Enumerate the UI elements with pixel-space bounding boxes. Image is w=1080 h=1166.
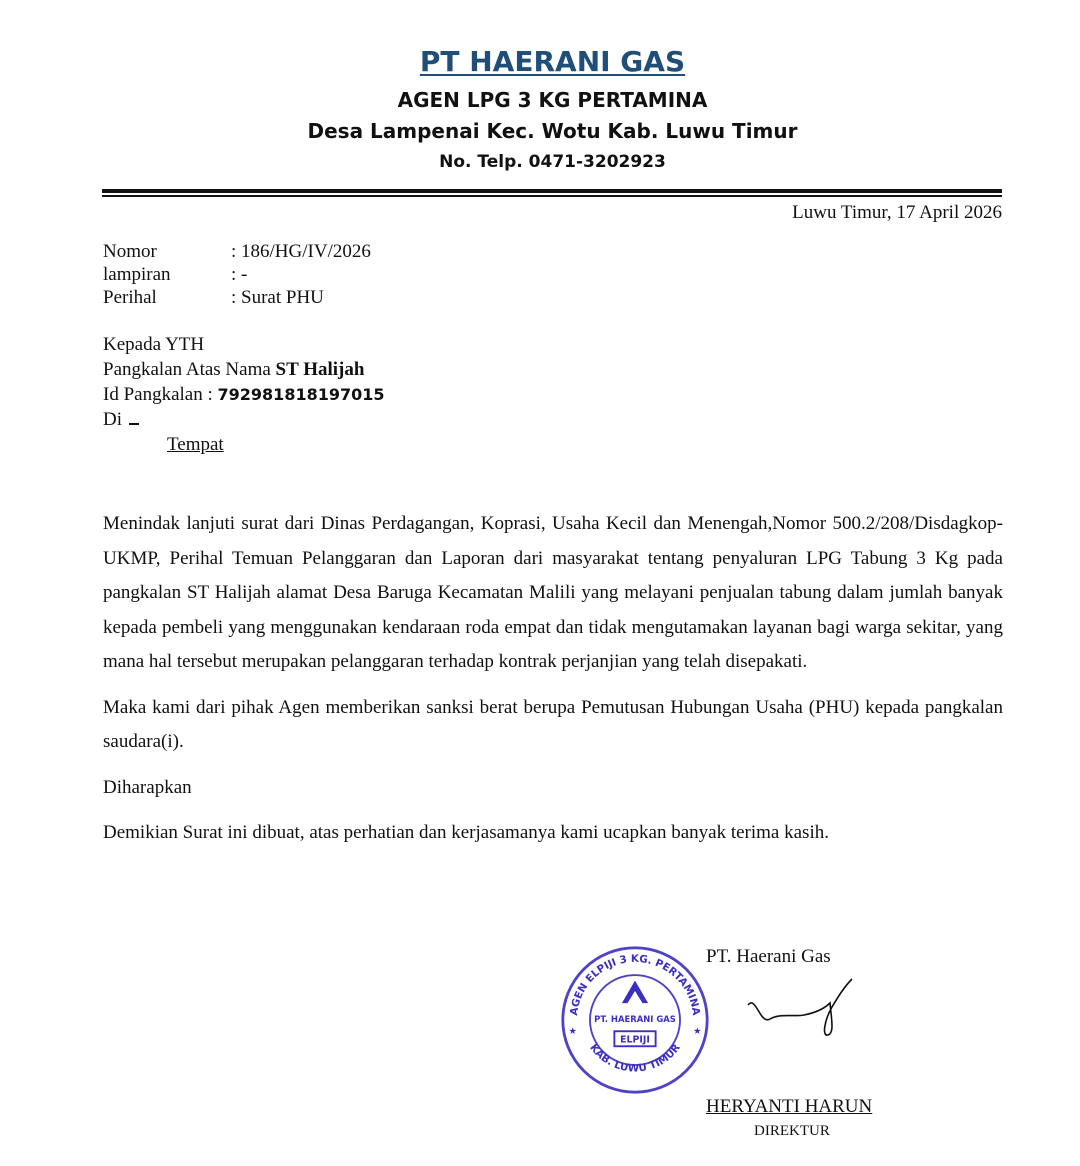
recipient-di-line: [103, 407, 385, 432]
stamp-center-text: PT. HAERANI GAS: [594, 1013, 676, 1024]
meta-label: Perihal: [103, 287, 157, 308]
letterhead-company: PT HAERANI GAS: [419, 45, 686, 78]
company-stamp-icon: [560, 945, 710, 1095]
recipient-name: ST Halijah: [275, 359, 365, 380]
meta-row-perihal: [103, 286, 371, 309]
meta-label: lampiran: [103, 264, 171, 285]
recipient-block: [103, 332, 385, 457]
recipient-di: Di: [103, 409, 122, 430]
meta-row-lampiran: [103, 263, 371, 286]
recipient-id-label: Id Pangkalan :: [103, 384, 218, 405]
recipient-greeting: Kepada YTH: [103, 334, 205, 355]
handwritten-signature-icon: [746, 975, 856, 1055]
letterhead-address: Desa Lampenai Kec. Wotu Kab. Luwu Timur: [307, 119, 798, 143]
letter-body: [103, 507, 1003, 862]
recipient-name-line: [103, 357, 385, 382]
stamp-bottom-text: KAB. LUWU TIMUR: [587, 1041, 683, 1075]
body-paragraph: Diharapkan: [103, 776, 192, 798]
stamp-badge-text: ELPIJI: [620, 1034, 650, 1046]
recipient-id-line: [103, 382, 385, 407]
letter-meta: [103, 240, 371, 309]
stamp-star-right: ★: [693, 1026, 702, 1038]
stamp-top-text: AGEN ELPIJI 3 KG. PERTAMINA: [567, 952, 703, 1017]
stamp-flame-icon: [622, 981, 648, 1004]
body-paragraph: Maka kami dari pihak Agen memberikan sanksi berat berupa Pemutusan Hubungan Usaha (PHU) kepada pangkalan saudara(i).: [103, 696, 1003, 752]
stamp-star-left: ★: [568, 1026, 577, 1038]
letterhead-divider-thick: [102, 189, 1002, 193]
signature-column: [706, 945, 906, 1160]
signer-name: HERYANTI HARUN: [706, 1096, 873, 1117]
recipient-id: 792981818197015: [217, 385, 385, 404]
signature-company: PT. Haerani Gas: [706, 946, 831, 967]
letter-date: Luwu Timur, 17 April 2026: [792, 202, 1002, 223]
letterhead-divider-thin: [102, 195, 1002, 197]
meta-value: : 186/HG/IV/2026: [231, 241, 371, 262]
recipient-place: Tempat: [167, 434, 224, 455]
letterhead-subtitle: AGEN LPG 3 KG PERTAMINA: [397, 88, 708, 112]
meta-value: : -: [231, 264, 248, 285]
recipient-name-label: Pangkalan Atas Nama: [103, 359, 276, 380]
blank-underline: [129, 409, 139, 425]
meta-value: : Surat PHU: [231, 287, 324, 308]
signer-position: DIREKTUR: [754, 1123, 830, 1139]
signature-block: [560, 945, 1020, 1160]
body-paragraph: Menindak lanjuti surat dari Dinas Perdagangan, Koprasi, Usaha Kecil dan Menengah,Nomor 500.2/208/Disdagkop-UKMP, Perihal Temuan Pelanggaran dan Laporan dari masyarakat tentang penyaluran LPG Tabung 3 Kg pada pangkalan ST Halijah alamat Desa Baruga Kecamatan Malili yang melayani penjualan tabung dalam jumlah banyak kepada pembeli yang menggunakan kendaraan roda empat dan tidak mengutamakan layanan bagi warga sekitar, yang mana hal tersebut merupakan pelanggaran terhadap kontrak perjanjian yang telah disepakati.: [103, 513, 1003, 672]
letterhead-phone: No. Telp. 0471-3202923: [439, 152, 666, 172]
body-paragraph: Demikian Surat ini dibuat, atas perhatian dan kerjasamanya kami ucapkan banyak terima kasih.: [103, 822, 829, 843]
meta-label: Nomor: [103, 241, 157, 262]
meta-row-nomor: [103, 240, 371, 263]
